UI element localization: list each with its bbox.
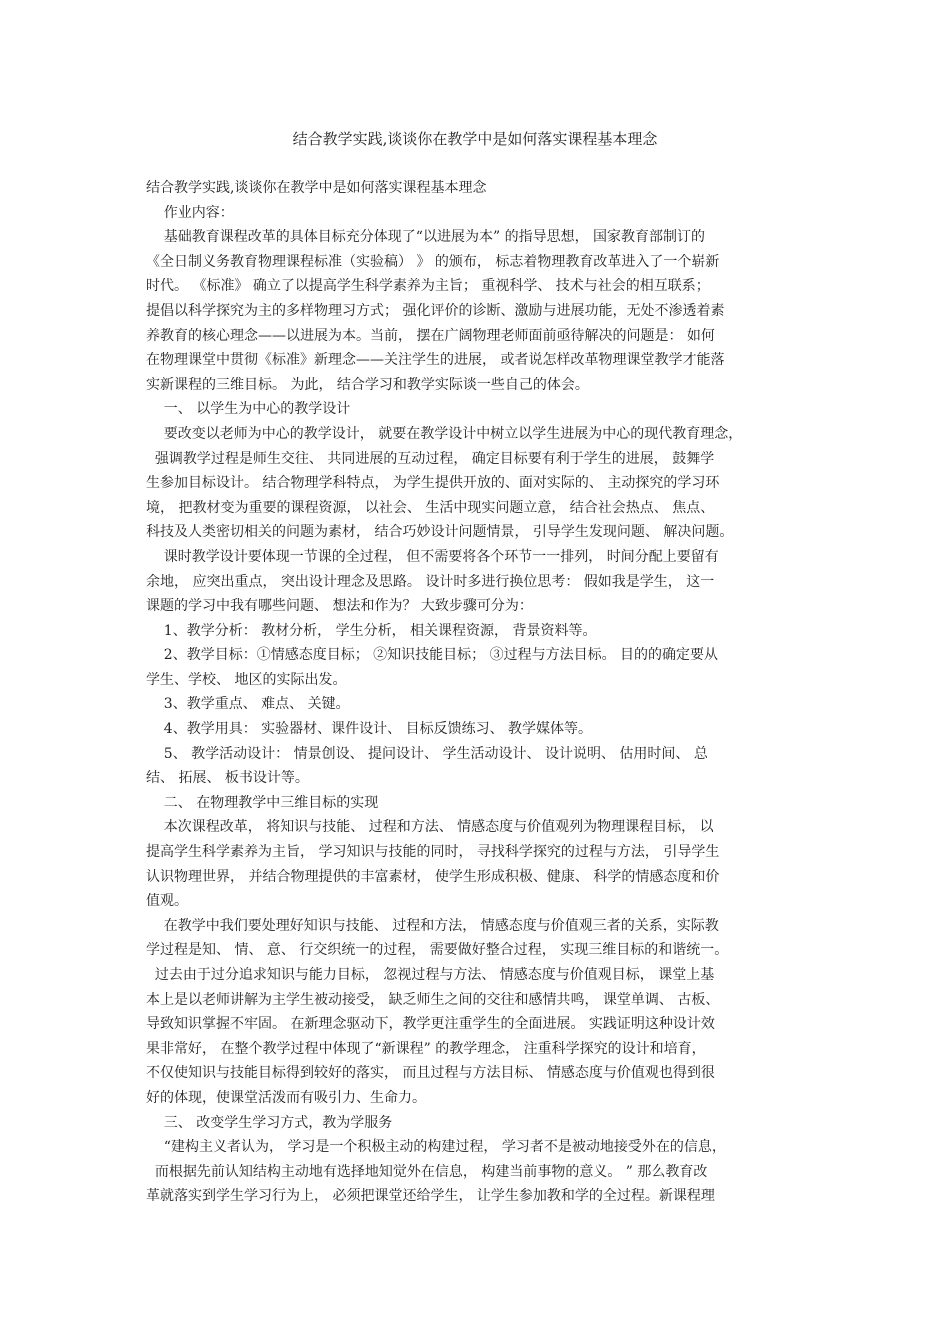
- text-line: 余地， 应突出重点， 突出设计理念及思路。 设计时多进行换位思考： 假如我是学生， 这一: [146, 573, 715, 590]
- text-line: 要改变以老师为中心的教学设计， 就要在教学设计中树立以学生进展为中心的现代教育理念，: [146, 425, 743, 442]
- text-line: 提高学生科学素养为主旨， 学习知识与技能的同时， 寻找科学探究的过程与方法， 引导学生: [146, 844, 720, 861]
- text-line: 在教学中我们要处理好知识与技能、 过程和方法， 情感态度与价值观三者的关系，实际教: [146, 917, 719, 934]
- text-line: 作业内容：: [146, 204, 234, 221]
- text-line: 5、 教学活动设计： 情景创设、 提问设计、 学生活动设计、 设计说明、 估用时间、 总: [146, 745, 708, 762]
- text-line: 导致知识掌握不牢固。 在新理念驱动下，教学更注重学生的全面进展。 实践证明这种设计效: [146, 1016, 715, 1033]
- text-line: 二、 在物理教学中三维目标的实现: [146, 794, 379, 811]
- text-line: 值观。: [146, 893, 188, 910]
- text-line: 强调教学过程是师生交往、 共同进展的互动过程， 确定目标要有利于学生的进展， 鼓舞学: [146, 450, 715, 467]
- text-line: 认识物理世界， 并结合物理提供的丰富素材， 使学生形成积极、健康、 科学的情感态度和价: [146, 868, 720, 885]
- text-line: 在物理课堂中贯彻《标准》新理念——关注学生的进展， 或者说怎样改革物理课堂教学才能落: [146, 352, 725, 369]
- text-line: 科技及人类密切相关的问题为素材， 结合巧妙设计问题情景， 引导学生发现问题、 解决问题。: [146, 524, 734, 541]
- text-line: 境， 把教材变为重要的课程资源， 以社会、 生活中现实问题立意， 结合社会热点、 焦点、: [146, 499, 715, 516]
- document-body: [146, 176, 810, 1209]
- text-line: 革就落实到学生学习行为上， 必须把课堂还给学生， 让学生参加教和学的全过程。新课程理: [146, 1188, 715, 1205]
- text-line: 本上是以老师讲解为主学生被动接受， 缺乏师生之间的交往和感情共鸣， 课堂单调、 古板、: [146, 991, 720, 1008]
- text-line: 不仅使知识与技能目标得到较好的落实， 而且过程与方法目标、 情感态度与价值观也得到很: [146, 1065, 715, 1082]
- text-line: 一、 以学生为中心的教学设计: [146, 401, 351, 418]
- text-line: 2、教学目标：①情感态度目标； ②知识技能目标； ③过程与方法目标。 目的的确定要从: [146, 647, 719, 664]
- text-line: 基础教育课程改革的具体目标充分体现了“以进展为本” 的指导思想， 国家教育部制订的: [146, 229, 706, 246]
- text-line: 而根据先前认知结构主动地有选择地知觉外在信息， 构建当前事物的意义。 ” 那么教育改: [146, 1163, 708, 1180]
- text-line: “建构主义者认为， 学习是一个积极主动的构建过程， 学习者不是被动地接受外在的信息，: [146, 1139, 726, 1156]
- text-line: 过去由于过分追求知识与能力目标， 忽视过程与方法、 情感态度与价值观目标， 课堂上基: [146, 967, 715, 983]
- text-line: 本次课程改革， 将知识与技能、 过程和方法、 情感态度与价值观列为物理课程目标， 以: [146, 819, 714, 836]
- text-line: 时代。 《标准》 确立了以提高学生科学素养为主旨； 重视科学、 技术与社会的相互联系；: [146, 278, 710, 295]
- text-line: 提倡以科学探究为主的多样物理习方式； 强化评价的诊断、激励与进展功能，无处不渗透着素: [146, 302, 725, 319]
- text-line: 好的体现，使课堂活泼而有吸引力、生命力。: [146, 1089, 426, 1106]
- text-line: 课题的学习中我有哪些问题、 想法和作为？ 大致步骤可分为：: [146, 598, 533, 615]
- text-line: 学生、学校、 地区的实际出发。: [146, 671, 347, 688]
- text-line: 生参加目标设计。 结合物理学科特点， 为学生提供开放的、面对实际的、 主动探究的学习环: [146, 475, 720, 492]
- text-line: 养教育的核心理念——以进展为本。当前， 摆在广阔物理老师面前亟待解决的问题是： 如何: [146, 327, 715, 344]
- text-line: 学过程是知、 情、 意、 行交织统一的过程， 需要做好整合过程， 实现三维目标的和谐统一。: [146, 942, 729, 959]
- text-line: 三、 改变学生学习方式，教为学服务: [146, 1114, 393, 1131]
- text-line: 结合教学实践,谈谈你在教学中是如何落实课程基本理念: [146, 180, 487, 196]
- text-line: 3、教学重点、 难点、 关键。: [146, 696, 350, 713]
- text-line: 果非常好， 在整个教学过程中体现了“新课程” 的教学理念， 注重科学探究的设计和培育，: [146, 1040, 706, 1057]
- text-line: 1、教学分析： 教材分析， 学生分析， 相关课程资源， 背景资料等。: [146, 622, 597, 639]
- text-line: 《全日制义务教育物理课程标准（实验稿） 》 的颁布， 标志着物理教育改革进入了一个崭新: [146, 253, 720, 270]
- text-line: 课时教学设计要体现一节课的全过程， 但不需要将各个环节一一排列， 时间分配上要留有: [146, 548, 719, 565]
- text-line: 结、 拓展、 板书设计等。: [146, 770, 309, 787]
- text-line: 实新课程的三维目标。 为此， 结合学习和教学实际谈一些自己的体会。: [146, 376, 589, 393]
- text-line: 4、教学用具： 实验器材、课件设计、 目标反馈练习、 教学媒体等。: [146, 721, 593, 738]
- page-title: 结合教学实践,谈谈你在教学中是如何落实课程基本理念: [292, 130, 658, 148]
